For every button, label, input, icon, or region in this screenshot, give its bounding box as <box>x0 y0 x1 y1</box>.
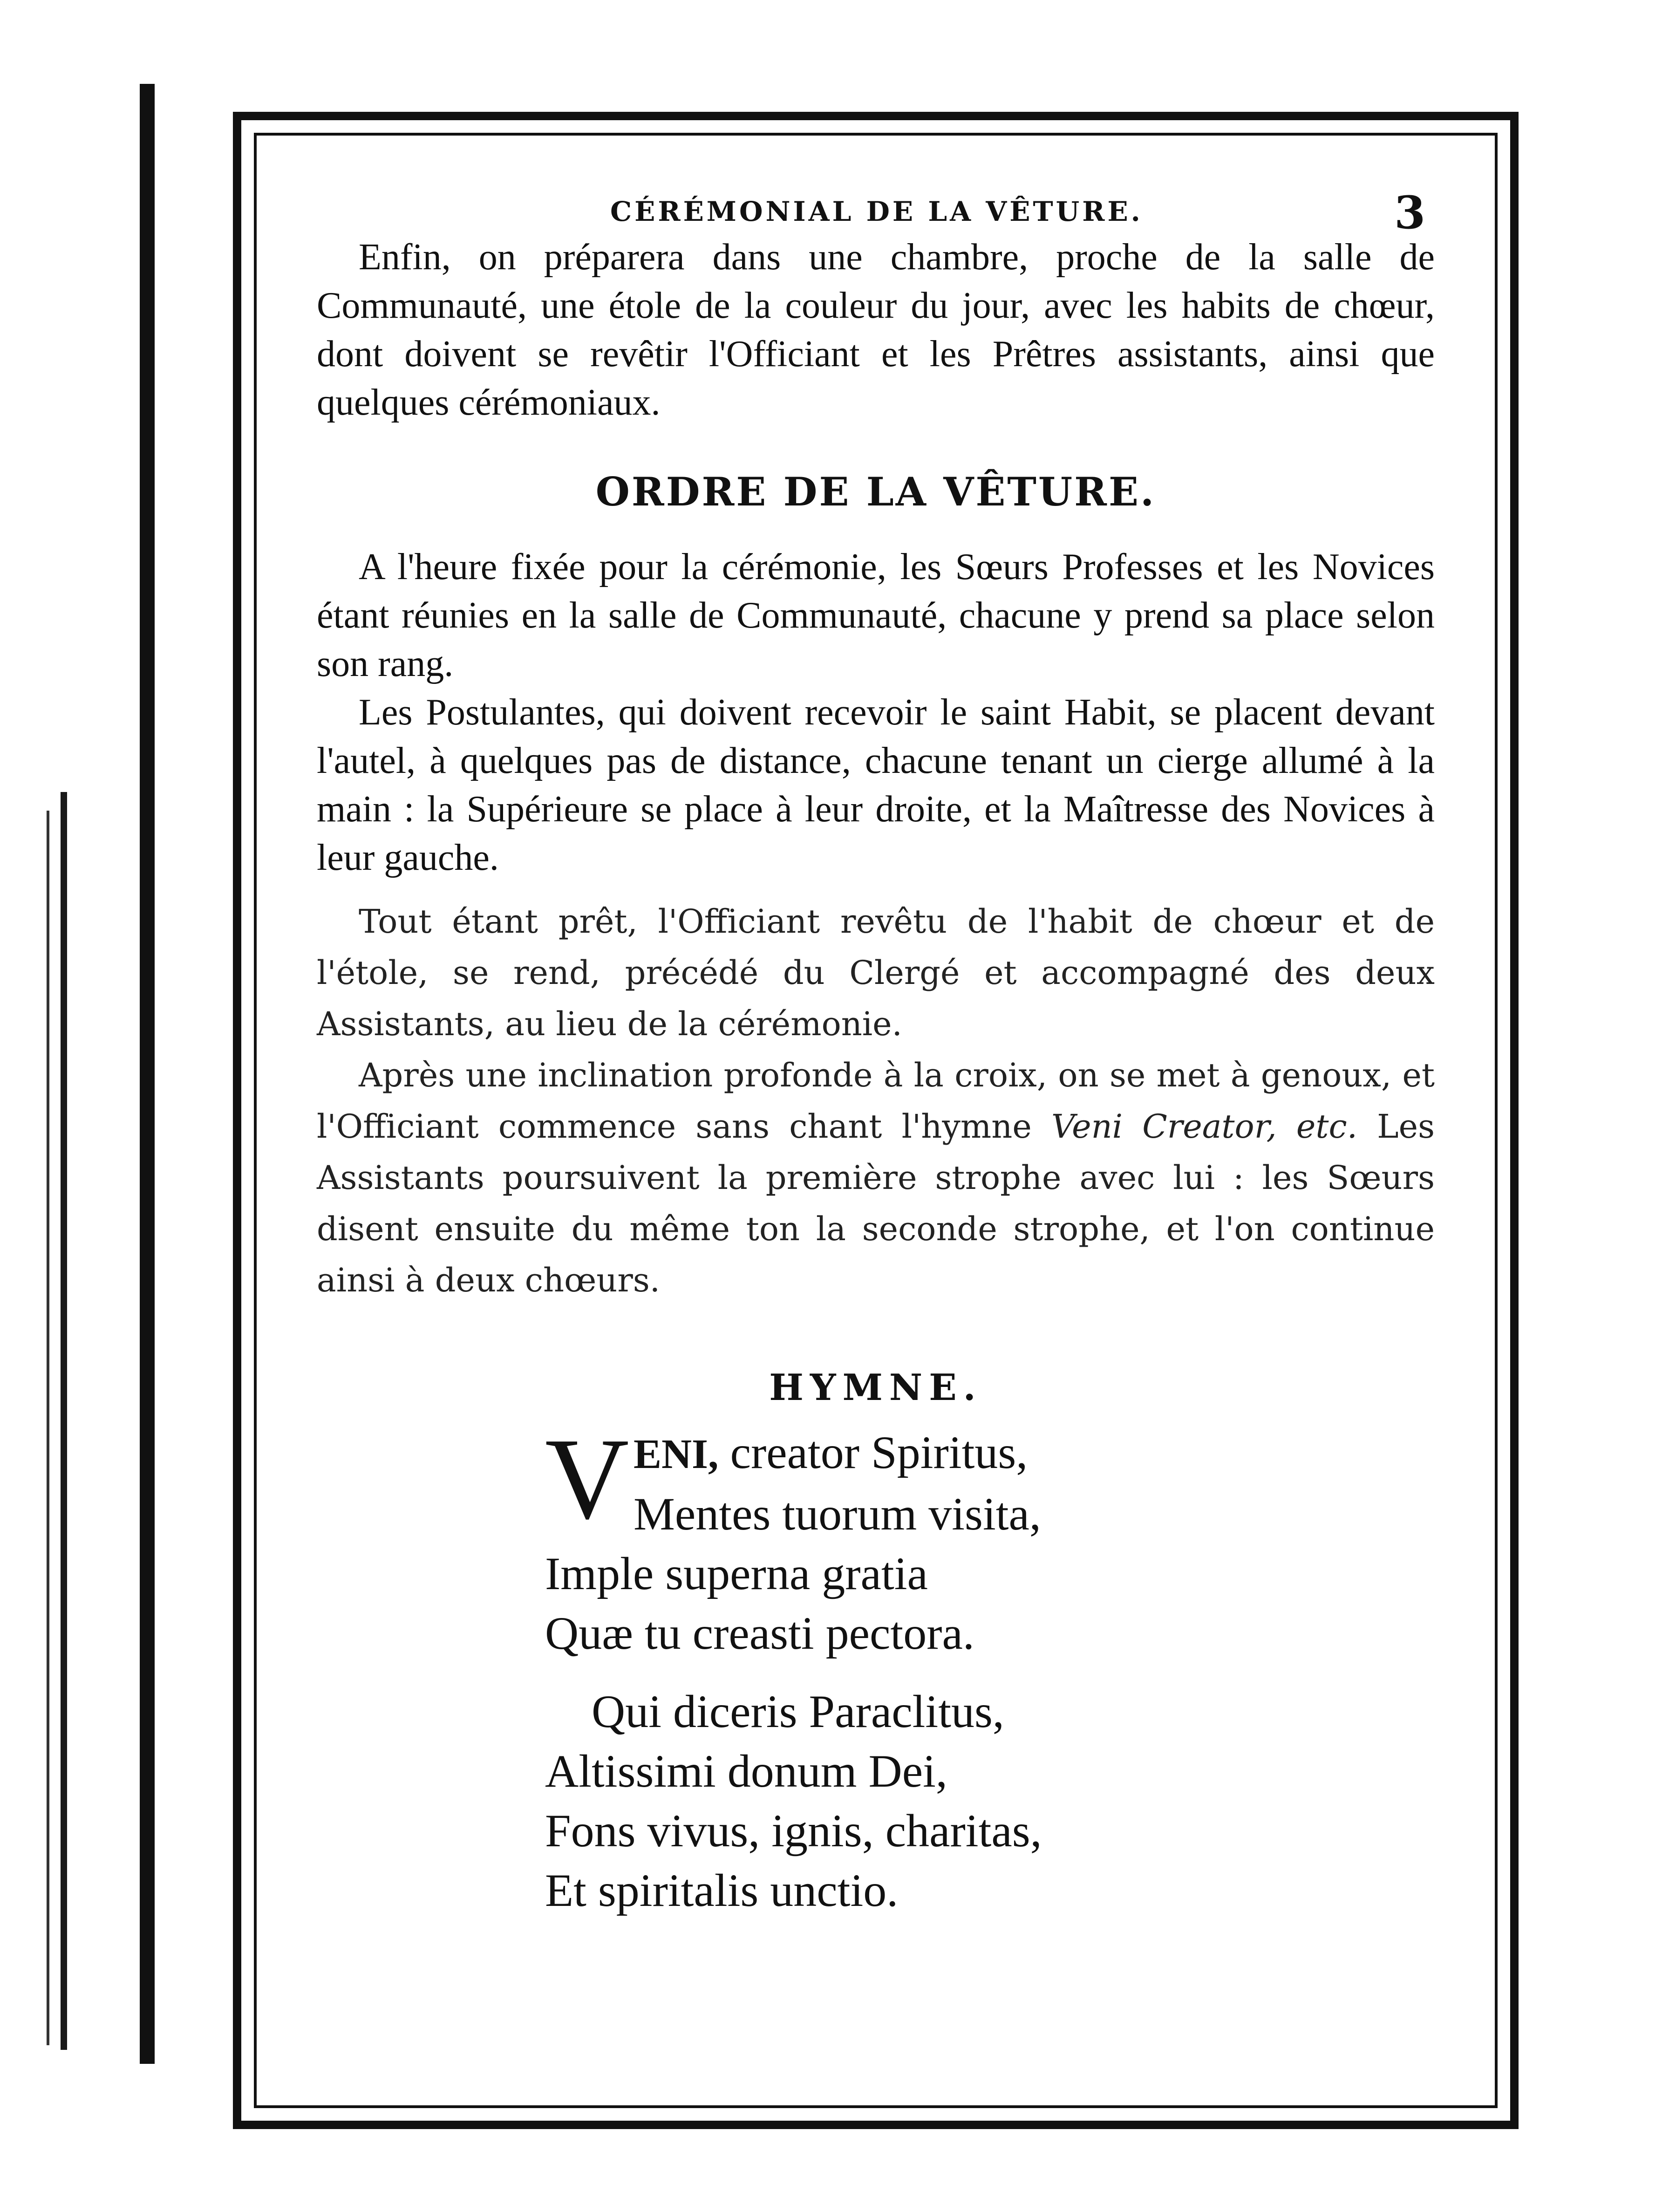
paragraph-3: Tout étant prêt, l'Officiant revêtu de l'habit de chœur et de l'étole, se rend, précédé du Clergé et accompagné des deux Assistants, au lieu de la cérémonie. <box>317 902 1435 1043</box>
hymn-stanza-2 <box>545 1682 1435 1920</box>
paragraph-4 <box>317 1050 1435 1306</box>
stanza-1-line-3: Imple superna gratia <box>545 1548 928 1599</box>
hymn-heading: HYMNE. <box>769 1366 982 1409</box>
stanza-1-line-1-tail: creator Spiritus, <box>718 1427 1028 1478</box>
stanza-2-line-4: Et spiritalis unctio. <box>545 1864 899 1916</box>
page-number: 3 <box>1394 186 1425 239</box>
binding-edge-left <box>61 792 67 2050</box>
paragraph-1: A l'heure fixée pour la cérémonie, les Sœurs Professes et les Novices étant réunies en la salle de Communauté, chacune y prend sa place selon son rang. <box>317 546 1435 684</box>
stanza-1-line-2: Mentes tuorum visita, <box>634 1488 1041 1540</box>
paragraph-4-italic: Veni Creator, etc. <box>1051 1107 1357 1146</box>
running-title: CÉRÉMONIAL DE LA VÊTURE. <box>610 196 1143 227</box>
paragraph-4-text-a: Après une inclination profonde à la croix, on se met à genoux, et l'Officiant commence sans chant l'hymne <box>317 1056 1435 1146</box>
intro-paragraph: Enfin, on préparera dans une chambre, proche de la salle de Communauté, une étole de la couleur du jour, avec les habits de chœur, dont doivent se revêtir l'Officiant et les Prêtres assistants, ainsi que quelques cérémoniaux. <box>317 237 1435 423</box>
section-heading: ORDRE DE LA VÊTURE. <box>595 469 1156 515</box>
drop-cap-continuation: ENI, <box>634 1431 719 1477</box>
running-head <box>317 177 1435 239</box>
stanza-2-line-3: Fons vivus, ignis, charitas, <box>545 1805 1042 1857</box>
paragraph-2: Les Postulantes, qui doivent recevoir le saint Habit, se placent devant l'autel, à quelques pas de distance, chacune tenant un cierge allumé à la main : la Supérieure se place à leur droite, et la Maîtresse des Novices à leur gauche. <box>317 692 1435 878</box>
drop-cap: V <box>545 1414 629 1543</box>
binding-edge <box>140 84 155 2064</box>
paragraph-4-text-b: Les Assistants poursuivent la première strophe avec lui : les Sœurs disent ensuite du même ton la seconde strophe, et l'on continue ainsi à deux chœurs. <box>317 1107 1435 1299</box>
stanza-2-line-1: Qui diceris Paraclitus, <box>592 1686 1004 1737</box>
page-content <box>317 177 1435 1920</box>
binding-edge-shadow <box>47 811 49 2045</box>
hymn-stanza-1 <box>545 1414 1435 1663</box>
stanza-1-line-4: Quæ tu creasti pectora. <box>545 1607 974 1659</box>
stanza-2-line-2: Altissimi donum Dei, <box>545 1745 947 1797</box>
